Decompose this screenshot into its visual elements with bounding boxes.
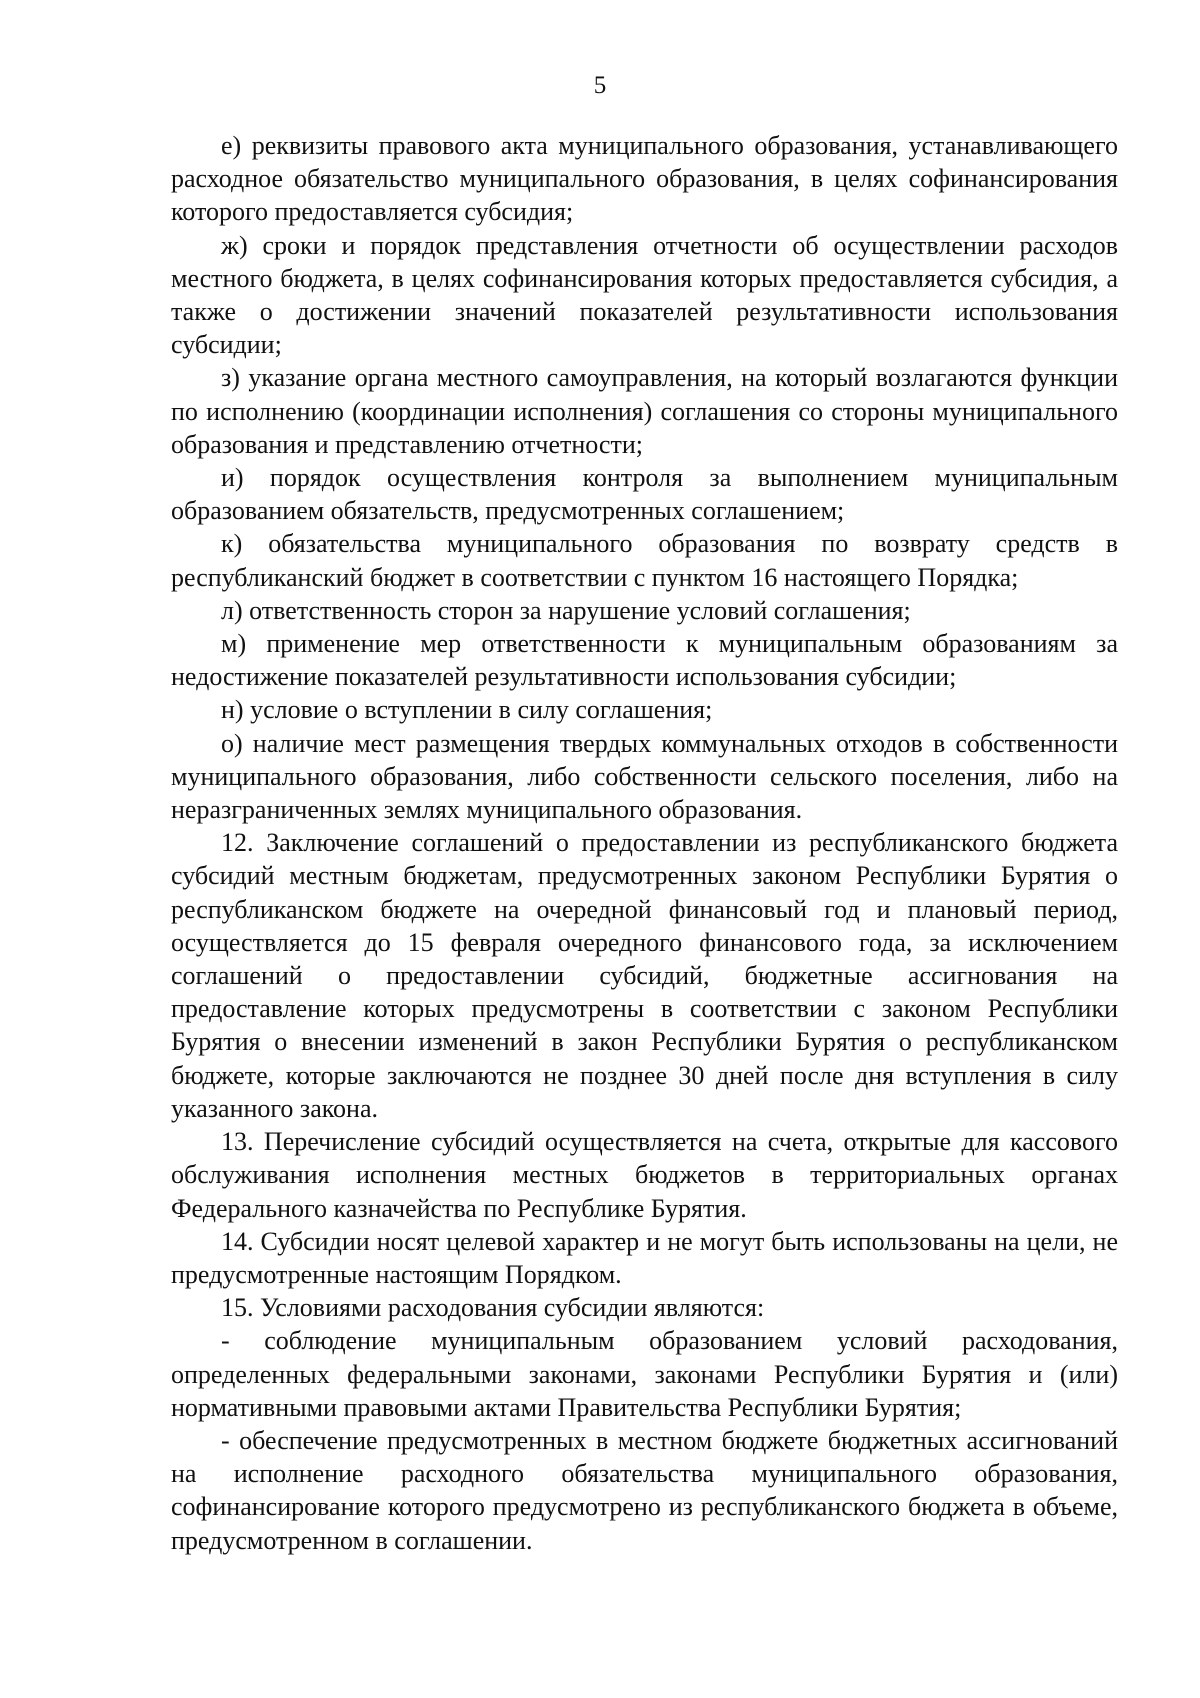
paragraph-section-14: 14. Субсидии носят целевой характер и не могут быть использованы на цели, не предусмотренные настоящим Порядком.	[171, 1226, 1118, 1289]
paragraph-item-z: з) указание органа местного самоуправления, на который возлагаются функции по исполнению (координации исполнения) соглашения со стороны муниципального образования и представлению отчетности;	[171, 363, 1118, 459]
paragraph-condition-2: - обеспечение предусмотренных в местном бюджете бюджетных ассигнований на исполнение расходного обязательства муниципального образования, софинансирование которого предусмотрено из республиканского бюджета в объеме, предусмотренном в соглашении.	[171, 1425, 1118, 1555]
paragraph-item-e: е) реквизиты правового акта муниципального образования, устанавливающего расходное обязательство муниципального образования, в целях софинансирования которого предоставляется субсидия;	[171, 131, 1118, 227]
paragraph-item-l: л) ответственность сторон за нарушение условий соглашения;	[221, 595, 911, 625]
paragraph-item-k: к) обязательства муниципального образования по возврату средств в республиканский бюджет в соответствии с пунктом 16 настоящего Порядка;	[171, 529, 1118, 592]
document-body	[171, 129, 1118, 1557]
paragraph-item-i: и) порядок осуществления контроля за выполнением муниципальным образованием обязательств, предусмотренных соглашением;	[171, 463, 1118, 526]
paragraph-section-13: 13. Перечисление субсидий осуществляется на счета, открытые для кассового обслуживания исполнения местных бюджетов в территориальных органах Федерального казначейства по Республике Бурятия.	[171, 1127, 1118, 1223]
paragraph-item-zh: ж) сроки и порядок представления отчетности об осуществлении расходов местного бюджета, в целях софинансирования которых предоставляется субсидия, а также о достижении значений показателей результативности использования субсидии;	[171, 230, 1118, 360]
paragraph-section-15: 15. Условиями расходования субсидии являются:	[221, 1293, 765, 1323]
page-number: 5	[593, 72, 607, 99]
paragraph-section-12: 12. Заключение соглашений о предоставлении из республиканского бюджета субсидий местным бюджетам, предусмотренных законом Республики Бурятия о республиканском бюджете на очередной финансовый год и плановый период, осуществляется до 15 февраля очередного финансового года, за исключением соглашений о предоставлении субсидий, бюджетные ассигнования на предоставление которых предусмотрены в соответствии с законом Республики Бурятия о внесении изменений в закон Республики Бурятия о республиканском бюджете, которые заключаются не позднее 30 дней после дня вступления в силу указанного закона.	[171, 828, 1118, 1123]
paragraph-item-m: м) применение мер ответственности к муниципальным образованиям за недостижение показателей результативности использования субсидии;	[171, 629, 1118, 692]
paragraph-item-o: о) наличие мест размещения твердых коммунальных отходов в собственности муниципального образования, либо собственности сельского поселения, либо на неразграниченных землях муниципального образования.	[171, 728, 1118, 825]
paragraph-condition-1: - соблюдение муниципальным образованием условий расходования, определенных федеральными законами, законами Республики Бурятия и (или) нормативными правовыми актами Правительства Республики Бурятия;	[171, 1326, 1118, 1422]
paragraph-item-n: н) условие о вступлении в силу соглашения;	[221, 695, 713, 725]
